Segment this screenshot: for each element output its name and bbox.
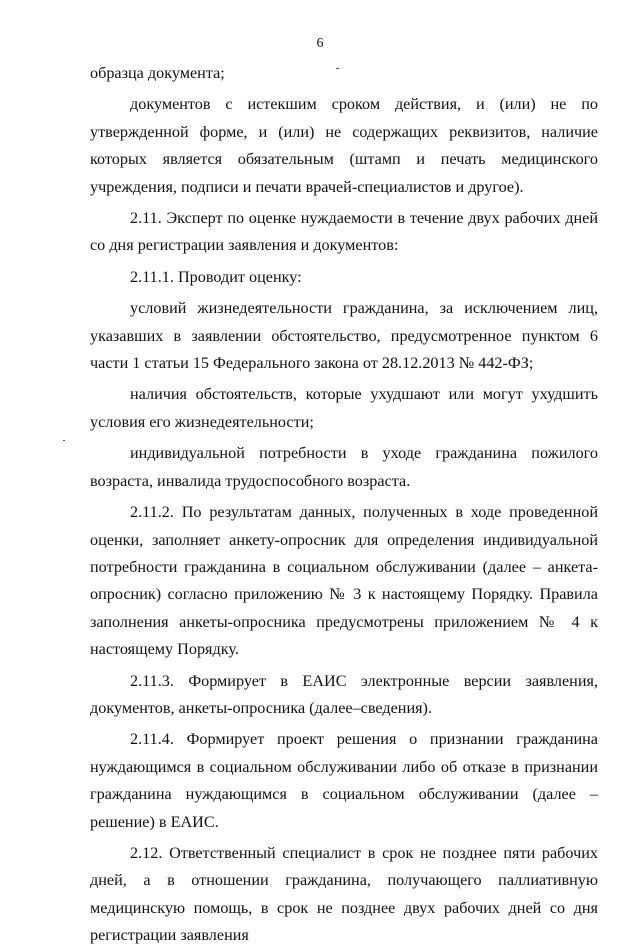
paragraph: условий жизнедеятельности гражданина, за исключением лиц, указавших в заявлении обстоятельство, предусмотренное пунктом 6 части 1 статьи 15 Федерального закона от 28.12.2013 № 442-ФЗ;: [90, 299, 598, 373]
paragraph: 2.12. Ответственный специалист в срок не позднее пяти рабочих дней, а в отношении гражданина, получающего паллиативную медицинскую помощь, в срок не позднее двух рабочих дней со дня регистрации заявления: [90, 843, 598, 945]
document-body: [90, 60, 598, 950]
page-number: 6: [316, 36, 324, 51]
scan-speck: [63, 440, 65, 441]
paragraph: 2.11.4. Формирует проект решения о признании гражданина нуждающимся в социальном обслуживании либо об отказе в признании гражданина нуждающимся в социальном обслуживании (далее – решение) в ЕАИС.: [90, 730, 598, 831]
paragraph: индивидуальной потребности в уходе гражданина пожилого возраста, инвалида трудоспособного возраста.: [90, 444, 598, 490]
paragraph: 2.11.1. Проводит оценку:: [130, 267, 302, 286]
paragraph: 2.11.3. Формирует в ЕАИС электронные версии заявления, документов, анкеты-опросника (далее–сведения).: [90, 671, 598, 717]
paragraph: 2.11.2. По результатам данных, полученных в ходе проведенной оценки, заполняет анкету-опросник для определения индивидуальной потребности гражданина в социальном обслуживании (далее – анкета-опросник) согласно приложению № 3 к настоящему Порядку. Правила заполнения анкеты-опросника предусмотрены приложением № 4 к настоящему Порядку.: [90, 503, 598, 659]
paragraph: образца документа;: [90, 64, 225, 82]
paragraph: 2.11. Эксперт по оценке нуждаемости в течение двух рабочих дней со дня регистрации заявления и документов:: [90, 209, 598, 255]
paragraph: документов с истекшим сроком действия, и (или) не по утвержденной форме, и (или) не содержащих реквизитов, наличие которых является обязательным (штамп и печать медицинского учреждения, подписи и печати врачей-специалистов и другое).: [90, 95, 598, 196]
paragraph: наличия обстоятельств, которые ухудшают или могут ухудшить условия его жизнедеятельности;: [90, 385, 598, 431]
